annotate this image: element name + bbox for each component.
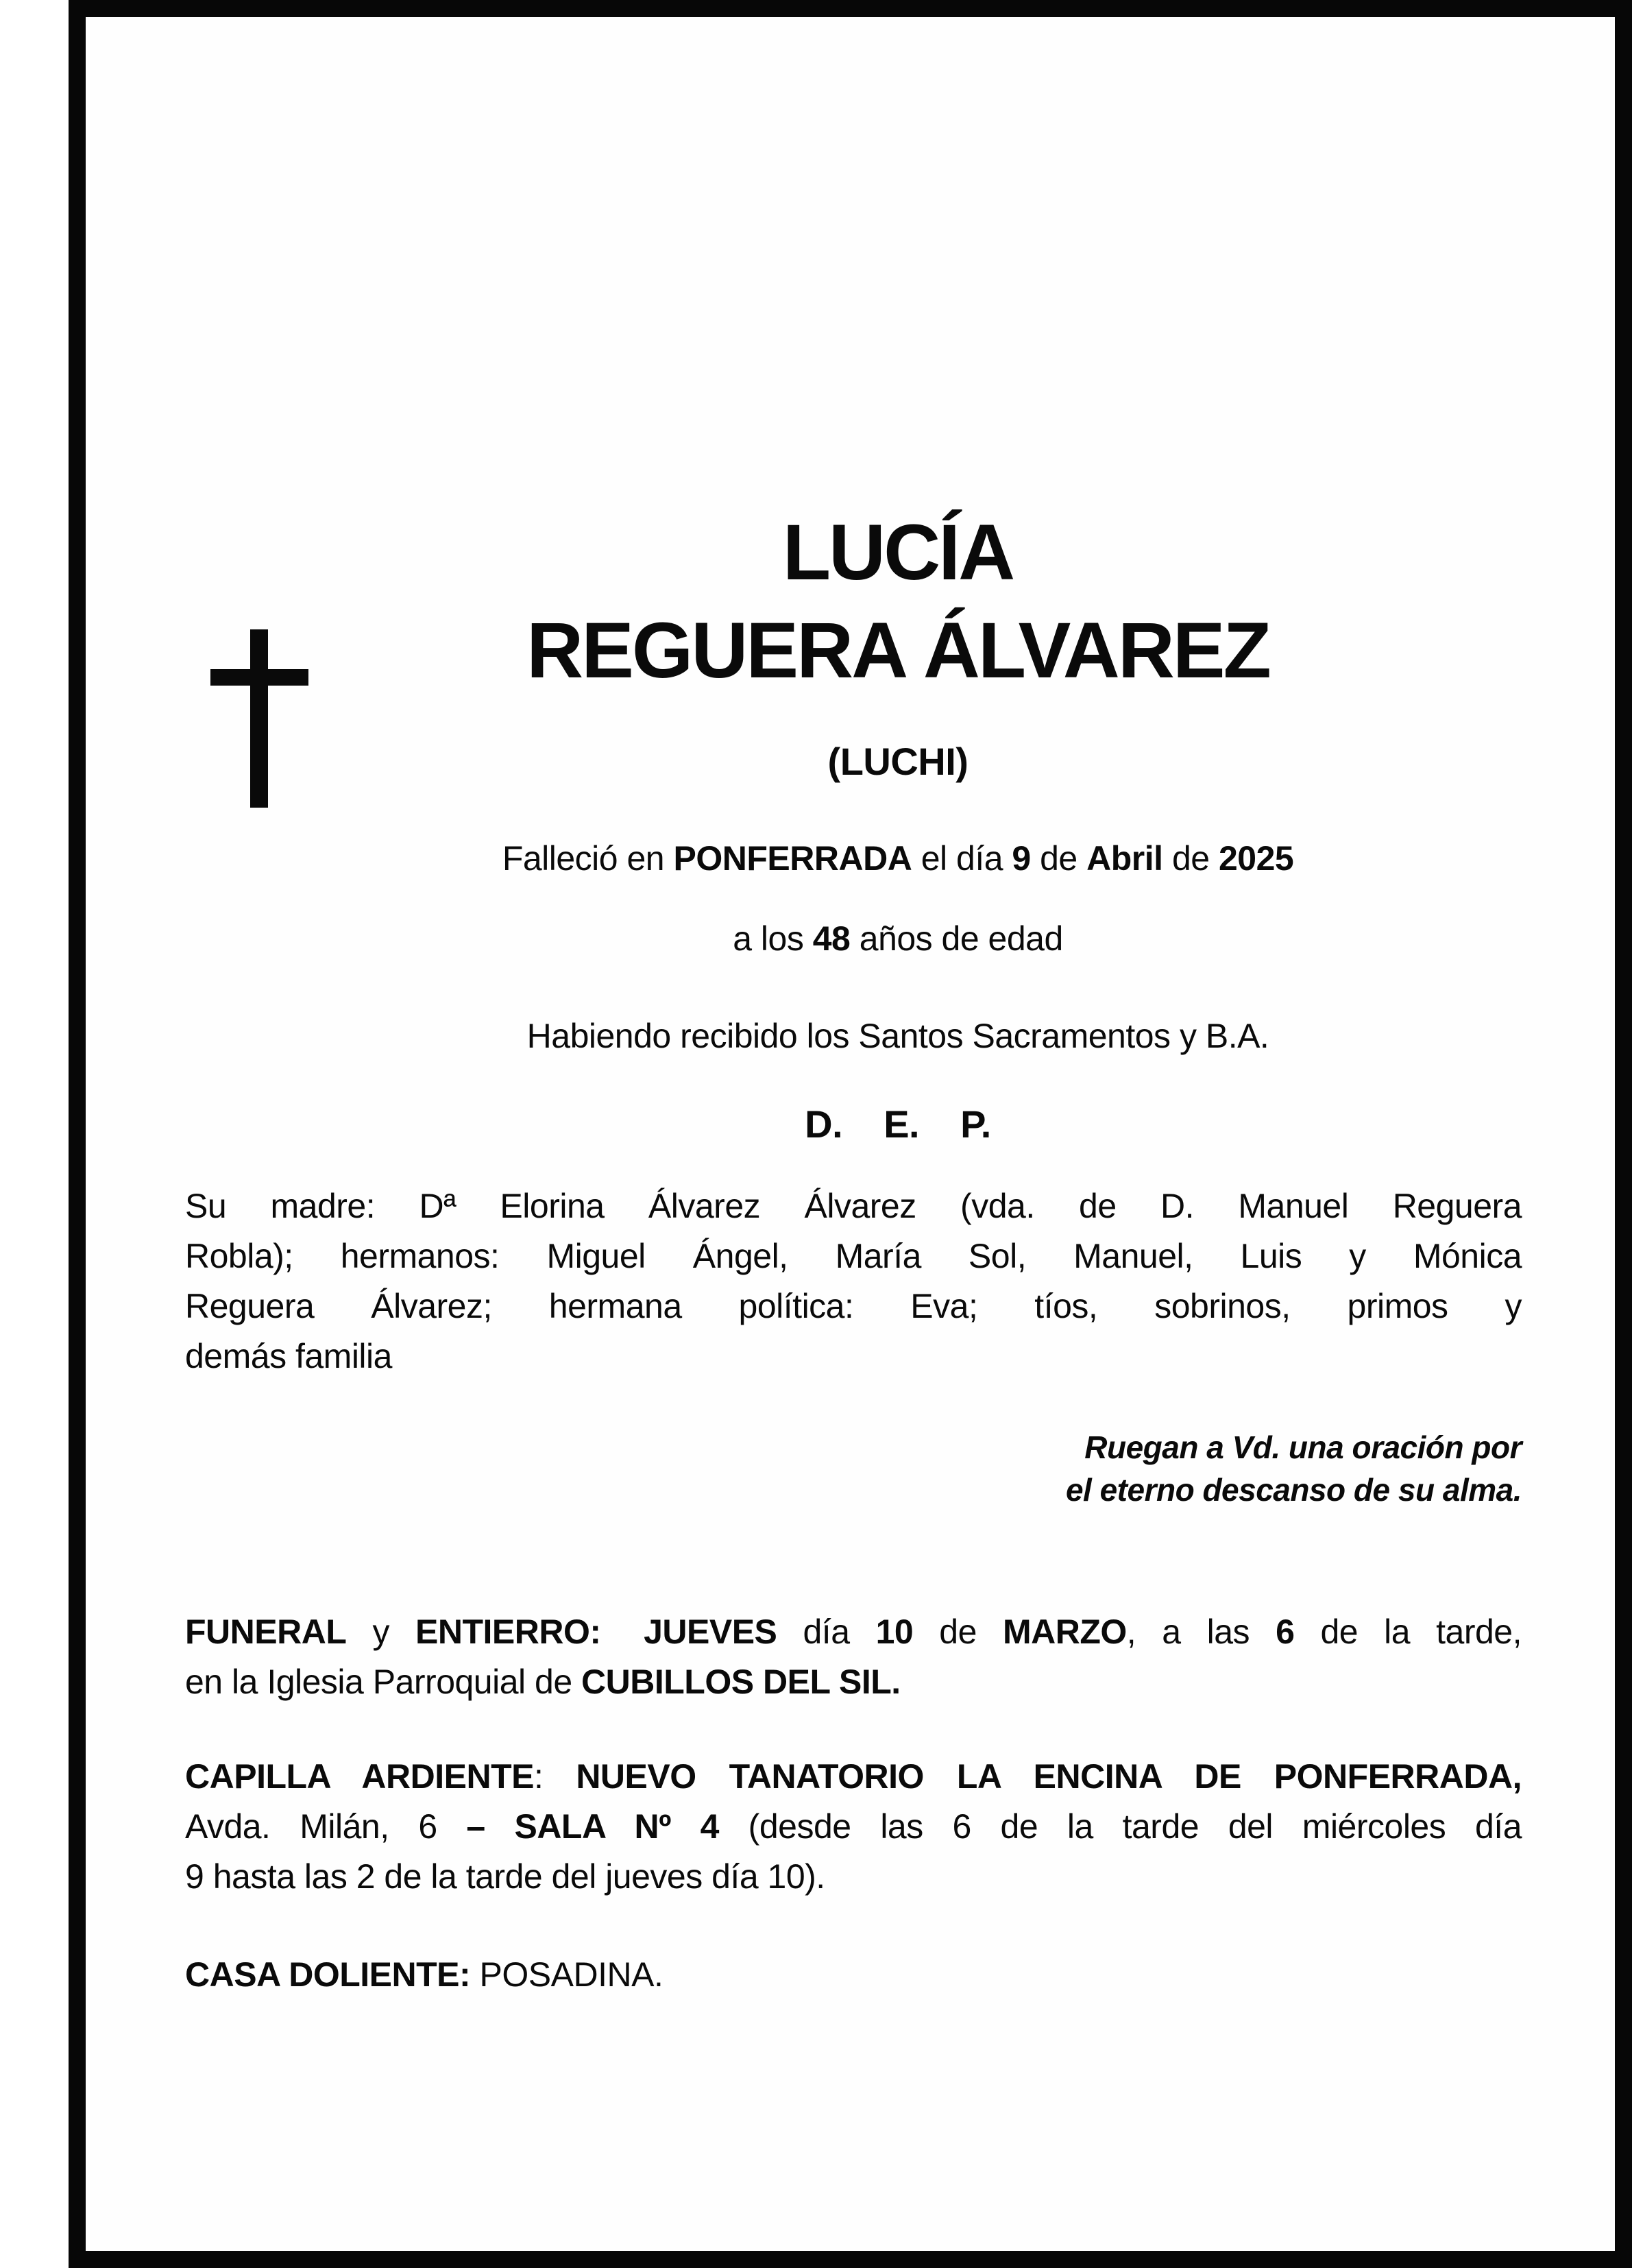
funeral-label: FUNERAL (185, 1613, 347, 1651)
latin-cross-icon (210, 629, 308, 808)
text-segment: 9 hasta las 2 de la tarde del jueves día 10). (185, 1857, 825, 1896)
text-segment: de la tarde, (1294, 1613, 1522, 1651)
funeral-month: MARZO (1002, 1613, 1127, 1651)
burial-label: ENTIERRO: (415, 1613, 601, 1651)
prayer-line: el eterno descanso de su alma. (1065, 1472, 1522, 1508)
cross-horizontal-bar (210, 669, 308, 686)
wake-line (185, 1852, 1522, 1902)
deceased-first-name: LUCÍA (782, 509, 1014, 596)
funeral-line (185, 1607, 1522, 1657)
family-paragraph (185, 1181, 1522, 1382)
death-month: Abril (1086, 839, 1163, 878)
funeral-parish: CUBILLOS DEL SIL. (581, 1663, 901, 1701)
wake-line (185, 1802, 1522, 1852)
esquela-frame (69, 0, 1632, 2268)
text-segment: el día (912, 839, 1012, 878)
text-segment: : (533, 1757, 576, 1796)
mourning-house-label: CASA DOLIENTE: (185, 1955, 471, 1994)
death-year: 2025 (1218, 839, 1294, 878)
family-line: Robla); hermanos: Miguel Ángel, María Sol, Manuel, Luis y Mónica (185, 1237, 1522, 1275)
wake-line (185, 1752, 1522, 1802)
wake-room: – SALA Nº 4 (466, 1807, 719, 1846)
age-value: 48 (812, 919, 851, 958)
text-segment: , a las (1126, 1613, 1276, 1651)
text-segment: (desde las 6 de la tarde del miércoles día (718, 1807, 1522, 1846)
wake-label: CAPILLA ARDIENTE (185, 1757, 534, 1796)
death-city: PONFERRADA (673, 839, 912, 878)
family-line: Su madre: Dª Elorina Álvarez Álvarez (vda. de D. Manuel Reguera (185, 1187, 1522, 1225)
esquela-content (86, 504, 1615, 2268)
age-line (274, 917, 1522, 960)
text-segment: de (1030, 839, 1087, 878)
wake-address: Avda. Milán, 6 (185, 1807, 467, 1846)
text-segment: Falleció en (502, 839, 674, 878)
death-day: 9 (1012, 839, 1031, 878)
dep-abbreviation: D. E. P. (805, 1102, 991, 1146)
mourning-house-value: POSADINA. (470, 1955, 663, 1994)
text-segment: día (777, 1613, 876, 1651)
funeral-info-paragraph (185, 1607, 1522, 1707)
mourning-house-line (185, 1950, 1522, 2000)
death-date-line (274, 837, 1522, 880)
family-line: Reguera Álvarez; hermana política: Eva; tíos, sobrinos, primos y (185, 1287, 1522, 1325)
funeral-day: 10 (875, 1613, 914, 1651)
text-segment: de (1162, 839, 1219, 878)
funeral-hour: 6 (1276, 1613, 1295, 1651)
sacraments-line: Habiendo recibido los Santos Sacramentos y B.A. (526, 1017, 1269, 1055)
wake-venue: NUEVO TANATORIO LA ENCINA DE PONFERRADA, (576, 1757, 1522, 1796)
family-line: demás familia (185, 1337, 392, 1375)
cross-vertical-bar (250, 629, 268, 808)
prayer-line: Ruegan a Vd. una oración por (1084, 1429, 1522, 1465)
text-segment (601, 1613, 644, 1651)
text-segment: a los (733, 919, 813, 958)
text-segment: de (913, 1613, 1003, 1651)
deceased-surname: REGUERA ÁLVAREZ (526, 607, 1269, 695)
text-segment: años de edad (850, 919, 1063, 958)
wake-info-paragraph (185, 1752, 1522, 1902)
funeral-line (185, 1657, 1522, 1707)
deceased-nickname: (LUCHI) (827, 740, 969, 783)
text-segment: en la Iglesia Parroquial de (185, 1663, 582, 1701)
prayer-block (185, 1426, 1522, 1511)
text-segment: y (346, 1613, 416, 1651)
funeral-weekday: JUEVES (644, 1613, 777, 1651)
